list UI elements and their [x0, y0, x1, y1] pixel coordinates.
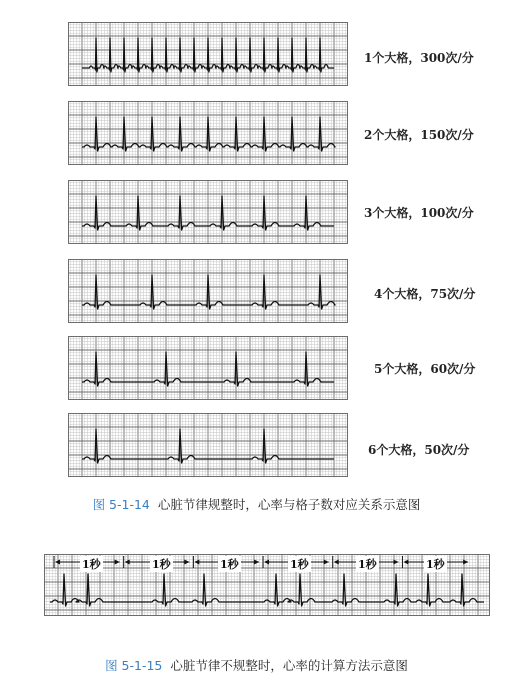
irregular-ecg-strip — [44, 554, 490, 616]
ecg-strip-3 — [0, 180, 513, 244]
figure-number-1: 图 5-1-14 — [92, 497, 150, 512]
ecg-grid-3 — [68, 180, 348, 244]
ecg-strip-4 — [0, 259, 513, 323]
figure-caption-2 — [0, 656, 513, 674]
ecg-strip-6 — [0, 413, 513, 477]
second-label-5: 1秒 — [358, 558, 377, 571]
second-label-6: 1秒 — [426, 558, 445, 571]
second-label-4: 1秒 — [290, 558, 309, 571]
figure-number-2: 图 5-1-15 — [105, 658, 163, 673]
figure-caption-1 — [0, 495, 513, 513]
ecg-trace-irregular — [50, 574, 484, 606]
ecg-grid-6 — [68, 413, 348, 477]
figure-caption-text-1: 心脏节律规整时，心率与格子数对应关系示意图 — [157, 497, 421, 512]
ecg-strip-2 — [0, 101, 513, 165]
second-label-3: 1秒 — [220, 558, 239, 571]
ecg-grid-4 — [68, 259, 348, 323]
rate-label-4: 4个大格，75次/分 — [374, 287, 476, 301]
rate-label-6: 6个大格，50次/分 — [368, 443, 470, 457]
ecg-strip-1 — [0, 22, 513, 86]
ecg-grid-lines — [68, 413, 348, 477]
rate-label-3: 3个大格，100次/分 — [364, 206, 474, 220]
rate-label-2: 2个大格，150次/分 — [364, 128, 474, 142]
rate-label-1: 1个大格，300次/分 — [364, 51, 474, 65]
ecg-grid-1 — [68, 22, 348, 86]
second-label-1: 1秒 — [82, 558, 101, 571]
figure-caption-text-2: 心脏节律不规整时，心率的计算方法示意图 — [170, 658, 408, 673]
rate-label-5: 5个大格，60次/分 — [374, 362, 476, 376]
ecg-strip-5 — [0, 336, 513, 400]
ecg-trace — [82, 38, 334, 72]
ecg-grid-2 — [68, 101, 348, 165]
ecg-grid-5 — [68, 336, 348, 400]
second-label-2: 1秒 — [152, 558, 171, 571]
